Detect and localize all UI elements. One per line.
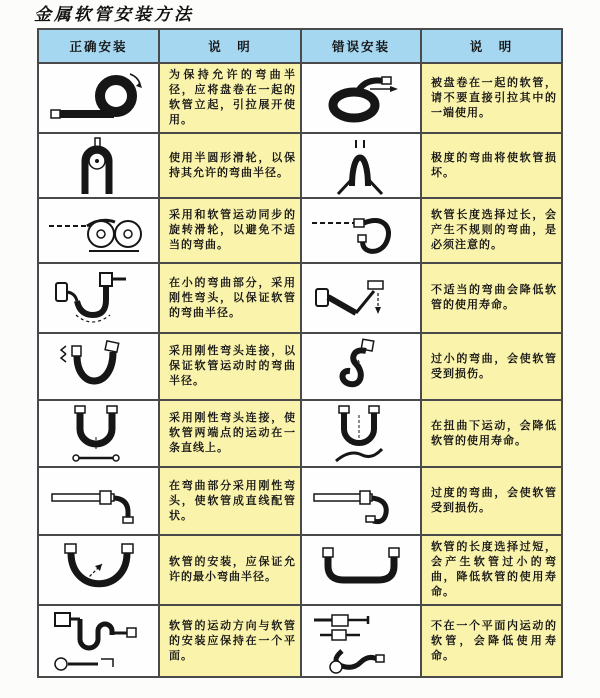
correct-desc: 在弯曲部分采用刚性弯头，使软管成直线配管状。 (169, 479, 296, 522)
wrong-image-cell (301, 133, 421, 198)
correct-desc: 采用刚性弯头连接，使软管两端点的运动在一条直线上。 (169, 412, 296, 454)
twisted-motion-u-icon (306, 403, 416, 465)
flat-coil-pulled-end-icon (306, 67, 416, 129)
correct-image-cell (38, 198, 159, 263)
too-small-bend-hook-icon (306, 336, 416, 398)
installation-table (37, 28, 563, 678)
wrong-desc: 不适当的弯曲会降低软管的使用寿命。 (431, 284, 557, 311)
out-of-plane-motion-icon (306, 607, 416, 675)
wrong-desc: 被盘卷在一起的软管，请不要直接引拉其中的一端使用。 (431, 76, 557, 119)
wrong-desc-cell (421, 198, 562, 263)
correct-desc-cell (159, 63, 301, 133)
synchronized-rotating-pulleys-icon (43, 201, 155, 261)
page-title: 金属软管安装方法 (34, 5, 194, 25)
straight-run-rigid-elbow-icon (44, 470, 154, 532)
correct-image-cell (38, 63, 159, 133)
correct-desc-cell (159, 263, 301, 333)
correct-desc: 在小的弯曲部分，采用刚性弯头，以保证软管的弯曲半径。 (169, 276, 296, 319)
header-correct-install: 正确安装 (38, 29, 159, 63)
table-row (38, 333, 562, 400)
minimum-bend-radius-u-icon (44, 538, 154, 602)
wrong-desc: 不在一个平面内运动的软管，会降低使用寿命。 (431, 619, 557, 662)
rigid-elbow-motion-bend-icon (44, 336, 154, 398)
table-row (38, 263, 562, 333)
correct-desc: 使用半圆形滑轮，以保持其允许的弯曲半径。 (169, 151, 296, 179)
table-row (38, 605, 562, 677)
wrong-desc-cell (421, 400, 562, 467)
extreme-sharp-bend-icon (306, 136, 416, 196)
correct-desc-cell (159, 333, 301, 400)
correct-image-cell (38, 333, 159, 400)
correct-image-cell (38, 400, 159, 467)
overlong-hose-irregular-loop-icon (306, 201, 416, 261)
too-short-flat-u-icon (306, 538, 416, 602)
wrong-desc-cell (421, 605, 562, 677)
wrong-desc: 过小的弯曲，会使软管受到损伤。 (431, 352, 557, 380)
table-row (38, 63, 562, 133)
correct-image-cell (38, 535, 159, 605)
wrong-desc: 过度的弯曲，会使软管受到损伤。 (431, 487, 557, 514)
wrong-desc: 在扭曲下运动，会降低软管的使用寿命。 (431, 419, 557, 447)
correct-desc: 采用刚性弯头连接，以保证软管运动时的弯曲半径。 (169, 345, 296, 387)
header-wrong-note: 说 明 (421, 29, 562, 63)
overbent-end-hook-icon (306, 470, 416, 532)
wrong-image-cell (301, 63, 421, 133)
wrong-desc-cell (421, 467, 562, 535)
correct-desc: 为保持允许的弯曲半径，应将盘卷在一起的软管立起，引拉展开使用。 (169, 69, 296, 126)
wrong-desc-cell (421, 263, 562, 333)
header-row (38, 29, 562, 63)
wrong-image-cell (301, 333, 421, 400)
correct-desc-cell (159, 133, 301, 198)
header-correct-note: 说 明 (159, 29, 301, 63)
correct-desc-cell (159, 605, 301, 677)
improper-sharp-bend-icon (306, 265, 416, 331)
wrong-image-cell (301, 467, 421, 535)
correct-image-cell (38, 467, 159, 535)
wrong-image-cell (301, 263, 421, 333)
correct-image-cell (38, 133, 159, 198)
wrong-desc: 极度的弯曲将使软管损坏。 (431, 151, 557, 179)
standing-coil-hose-icon (44, 67, 154, 129)
wrong-desc-cell (421, 133, 562, 198)
correct-desc: 软管的运动方向与软管的安装应保持在一个平面。 (169, 619, 296, 662)
wrong-desc-cell (421, 535, 562, 605)
wrong-desc: 软管长度选择过长，会产生不规则的弯曲，是必须注意的。 (431, 209, 557, 251)
table-row (38, 535, 562, 605)
wrong-desc-cell (421, 63, 562, 133)
correct-desc-cell (159, 400, 301, 467)
correct-image-cell (38, 605, 159, 677)
correct-desc: 软管的安装，应保证允许的最小弯曲半径。 (169, 556, 296, 583)
wrong-image-cell (301, 605, 421, 677)
semicircular-pulley-guide-icon (44, 136, 154, 196)
table-row (38, 400, 562, 467)
wrong-image-cell (301, 535, 421, 605)
correct-desc-cell (159, 198, 301, 263)
single-plane-trap-route-icon (43, 607, 155, 675)
wrong-image-cell (301, 198, 421, 263)
correct-image-cell (38, 263, 159, 333)
inline-endpoint-motion-u-icon (44, 403, 154, 465)
rigid-elbow-small-bend-icon (44, 265, 154, 331)
correct-desc: 采用和软管运动同步的旋转滑轮，以避免不适当的弯曲。 (169, 209, 296, 251)
table-row (38, 467, 562, 535)
wrong-desc: 软管的长度选择过短，会产生软管过小的弯曲，降低软管的使用寿命。 (431, 541, 557, 598)
correct-desc-cell (159, 467, 301, 535)
correct-desc-cell (159, 535, 301, 605)
wrong-image-cell (301, 400, 421, 467)
header-wrong-install: 错误安装 (301, 29, 421, 63)
table-row (38, 133, 562, 198)
wrong-desc-cell (421, 333, 562, 400)
table-row (38, 198, 562, 263)
